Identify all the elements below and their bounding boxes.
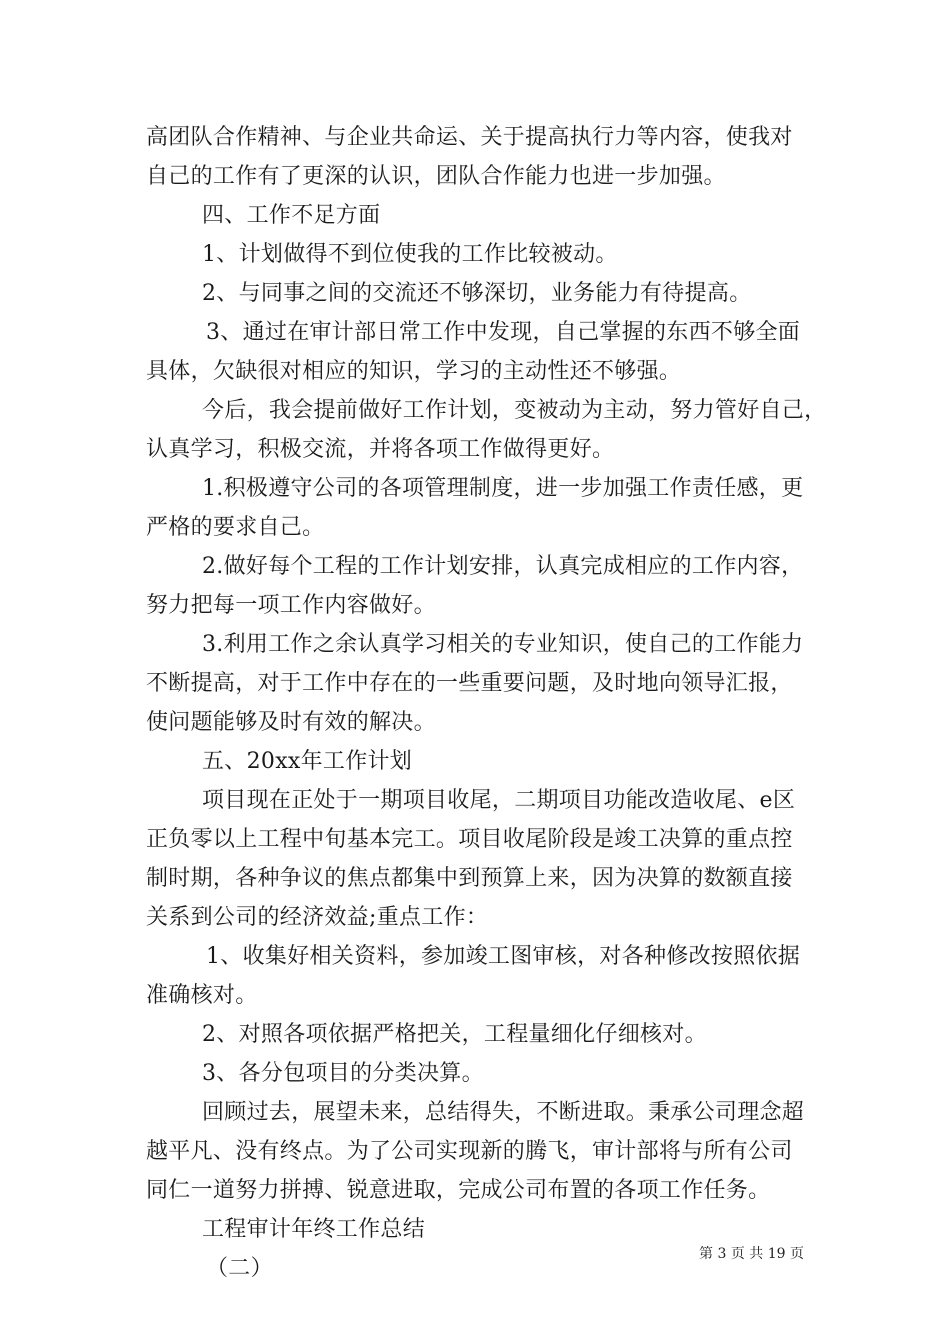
paragraph-line: 准确核对。: [146, 983, 258, 1008]
paragraph-line: 回顾过去，展望未来，总结得失，不断进取。秉承公司理念超: [202, 1100, 805, 1125]
list-item: 2、对照各项依据严格把关，工程量细化仔细核对。: [202, 1022, 707, 1047]
section-heading: 四、工作不足方面: [202, 203, 381, 228]
list-item: 3、通过在审计部日常工作中发现，自己掌握的东西不够全面: [206, 320, 801, 345]
paragraph-line: 认真学习，积极交流，并将各项工作做得更好。: [146, 437, 615, 462]
list-item: 1、收集好相关资料，参加竣工图审核，对各种修改按照依据: [206, 944, 801, 969]
paragraph-line: 自己的工作有了更深的认识，团队合作能力也进一步加强。: [146, 164, 726, 189]
paragraph-line: 越平凡、没有终点。为了公司实现新的腾飞，审计部将与所有公司: [146, 1139, 793, 1164]
paragraph-line: 努力把每一项工作内容做好。: [146, 593, 436, 618]
paragraph-line: 同仁一道努力拼搏、锐意进取，完成公司布置的各项工作任务。: [146, 1178, 771, 1203]
paragraph-line: 严格的要求自己。: [146, 515, 325, 540]
list-item: 1.积极遵守公司的各项管理制度，进一步加强工作责任感，更: [202, 476, 804, 501]
page-number-footer: 第 3 页 共 19 页: [699, 1246, 804, 1262]
paragraph-line: 不断提高，对于工作中存在的一些重要问题，及时地向领导汇报，: [146, 671, 793, 696]
section-heading: 五、20xx年工作计划: [202, 749, 413, 774]
paragraph-line: 关系到公司的经济效益;重点工作：: [146, 905, 489, 930]
paragraph-line: 具体，欠缺很对相应的知识，学习的主动性还不够强。: [146, 359, 682, 384]
list-item: 2、与同事之间的交流还不够深切，业务能力有待提高。: [202, 281, 752, 306]
list-item: 3、各分包项目的分类决算。: [202, 1061, 484, 1086]
list-item: 2.做好每个工程的工作计划安排，认真完成相应的工作内容，: [202, 554, 804, 579]
paragraph-line: 制时期，各种争议的焦点都集中到预算上来，因为决算的数额直接: [146, 866, 793, 891]
paragraph-line: 高团队合作精神、与企业共命运、关于提高执行力等内容，使我对: [146, 125, 793, 150]
list-item: 3.利用工作之余认真学习相关的专业知识，使自己的工作能力: [202, 632, 804, 657]
document-title: 工程审计年终工作总结: [202, 1217, 426, 1242]
paragraph-line: 正负零以上工程中旬基本完工。项目收尾阶段是竣工决算的重点控: [146, 827, 793, 852]
document-body: [146, 118, 827, 1288]
paragraph-line: 使问题能够及时有效的解决。: [146, 710, 436, 735]
paragraph-line: 今后，我会提前做好工作计划，变被动为主动，努力管好自己，: [202, 398, 827, 423]
document-subtitle: （二）: [206, 1256, 273, 1281]
paragraph-line: 项目现在正处于一期项目收尾，二期项目功能改造收尾、e区: [202, 788, 796, 813]
list-item: 1、计划做得不到位使我的工作比较被动。: [202, 242, 618, 267]
